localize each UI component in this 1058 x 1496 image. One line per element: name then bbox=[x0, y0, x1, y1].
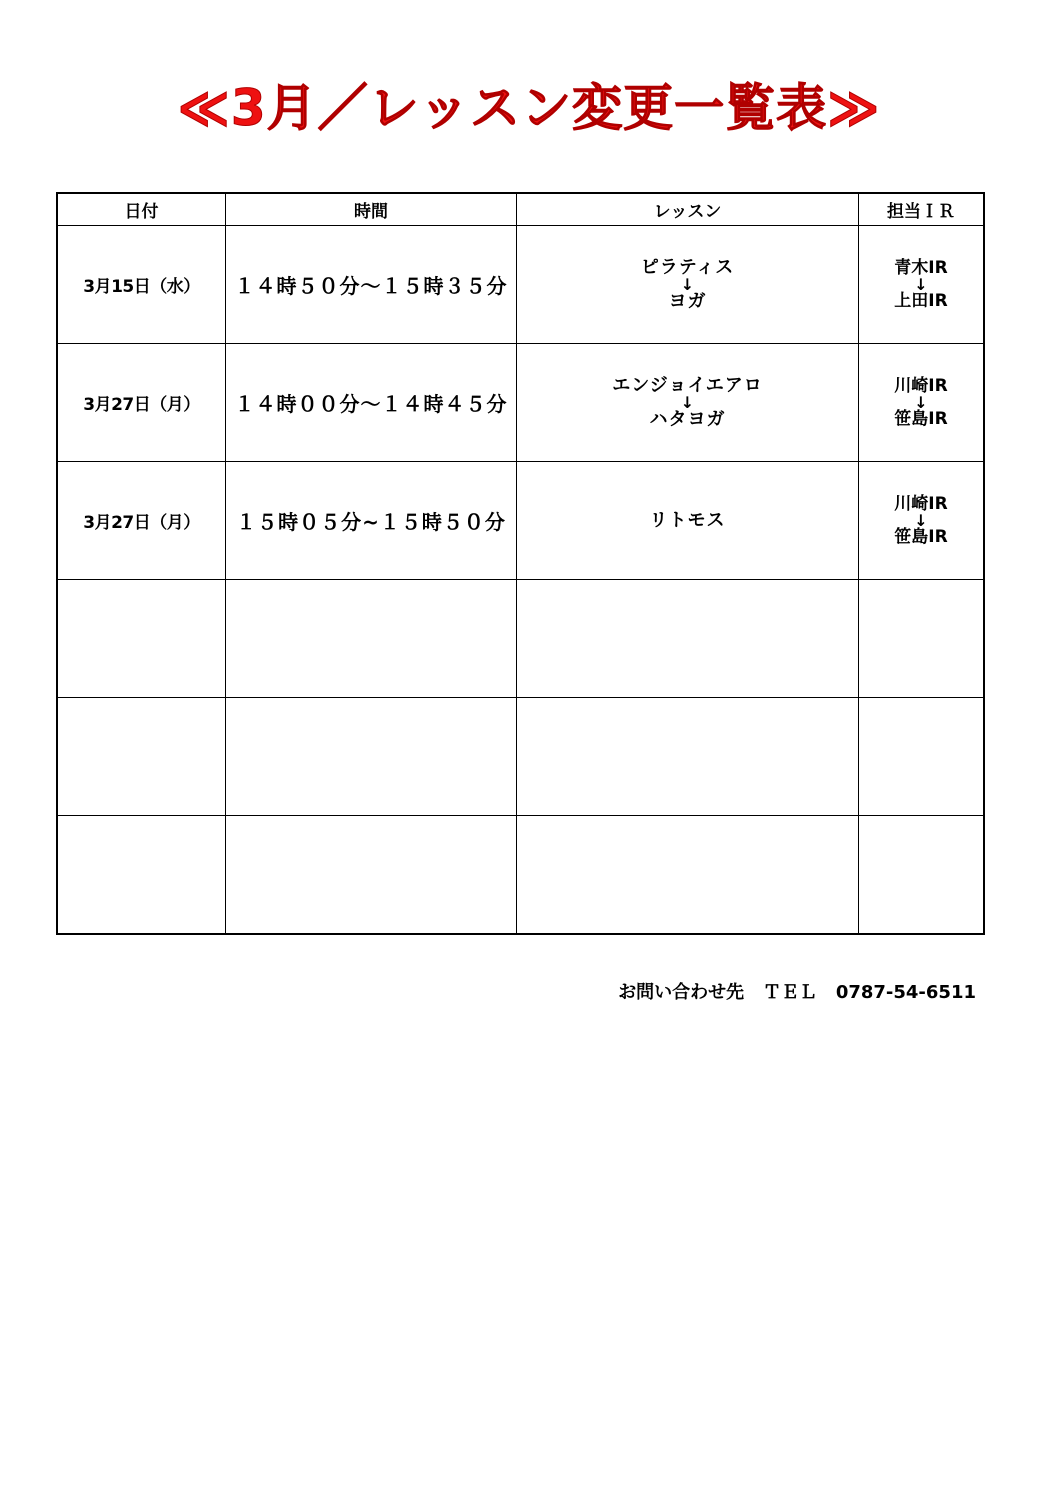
page-title: ≪3月／レッスン変更一覧表≫ bbox=[177, 79, 881, 137]
instructor-cell bbox=[859, 344, 985, 462]
lesson-change-table bbox=[56, 192, 985, 935]
table-row bbox=[57, 462, 984, 580]
date-cell bbox=[57, 344, 226, 462]
time-text: １４時００分～１４時４５分 bbox=[234, 392, 508, 416]
lesson-from: エンジョイエアロ bbox=[612, 374, 763, 396]
lesson-cell bbox=[517, 580, 859, 698]
time-cell bbox=[226, 226, 517, 344]
table-header-row bbox=[57, 193, 984, 226]
date-cell bbox=[57, 698, 226, 816]
table-row-empty bbox=[57, 580, 984, 698]
down-arrow-icon: ↓ bbox=[680, 274, 695, 294]
contact-info bbox=[618, 978, 976, 1004]
down-arrow-icon: ↓ bbox=[914, 510, 928, 530]
instructor-to: 上田IR bbox=[894, 290, 948, 311]
lesson-to: ヨガ bbox=[668, 290, 707, 312]
lesson-cell bbox=[517, 462, 859, 580]
lesson-name: リトモス bbox=[649, 509, 726, 531]
lesson-to: ハタヨガ bbox=[649, 408, 726, 430]
down-arrow-icon: ↓ bbox=[914, 392, 928, 412]
instructor-from: 青木IR bbox=[894, 257, 948, 278]
instructor-from: 川崎IR bbox=[894, 493, 948, 514]
time-cell bbox=[226, 816, 517, 935]
time-text: １４時５０分～１５時３５分 bbox=[234, 274, 508, 298]
down-arrow-icon: ↓ bbox=[680, 392, 695, 412]
time-cell bbox=[226, 580, 517, 698]
lesson-cell bbox=[517, 816, 859, 935]
instructor-from: 川崎IR bbox=[894, 375, 948, 396]
lesson-cell bbox=[517, 226, 859, 344]
date-cell bbox=[57, 816, 226, 935]
instructor-cell bbox=[859, 698, 985, 816]
date-cell bbox=[57, 226, 226, 344]
table-row bbox=[57, 344, 984, 462]
header-instructor: 担当ＩＲ bbox=[859, 193, 985, 226]
instructor-to: 笹島IR bbox=[894, 526, 948, 547]
date-text: 3月27日（月） bbox=[83, 513, 200, 533]
instructor-cell bbox=[859, 226, 985, 344]
lesson-from: ピラティス bbox=[640, 256, 735, 278]
time-cell bbox=[226, 698, 517, 816]
down-arrow-icon: ↓ bbox=[914, 274, 928, 294]
tel-label: ＴＥＬ bbox=[763, 982, 817, 1003]
time-cell bbox=[226, 462, 517, 580]
header-lesson: レッスン bbox=[517, 193, 859, 226]
instructor-to: 笹島IR bbox=[894, 408, 948, 429]
tel-number: 0787-54-6511 bbox=[835, 982, 976, 1003]
table-row bbox=[57, 226, 984, 344]
instructor-cell bbox=[859, 816, 985, 935]
time-text: １５時０５分~１５時５０分 bbox=[236, 510, 506, 534]
header-time: 時間 bbox=[226, 193, 517, 226]
date-cell bbox=[57, 462, 226, 580]
lesson-cell bbox=[517, 698, 859, 816]
contact-label: お問い合わせ先 bbox=[618, 982, 745, 1003]
lesson-cell bbox=[517, 344, 859, 462]
date-text: 3月27日（月） bbox=[83, 395, 200, 415]
instructor-cell bbox=[859, 580, 985, 698]
table-row-empty bbox=[57, 698, 984, 816]
header-date: 日付 bbox=[57, 193, 226, 226]
table-row-empty bbox=[57, 816, 984, 935]
time-cell bbox=[226, 344, 517, 462]
instructor-cell bbox=[859, 462, 985, 580]
date-cell bbox=[57, 580, 226, 698]
date-text: 3月15日（水） bbox=[83, 277, 200, 297]
